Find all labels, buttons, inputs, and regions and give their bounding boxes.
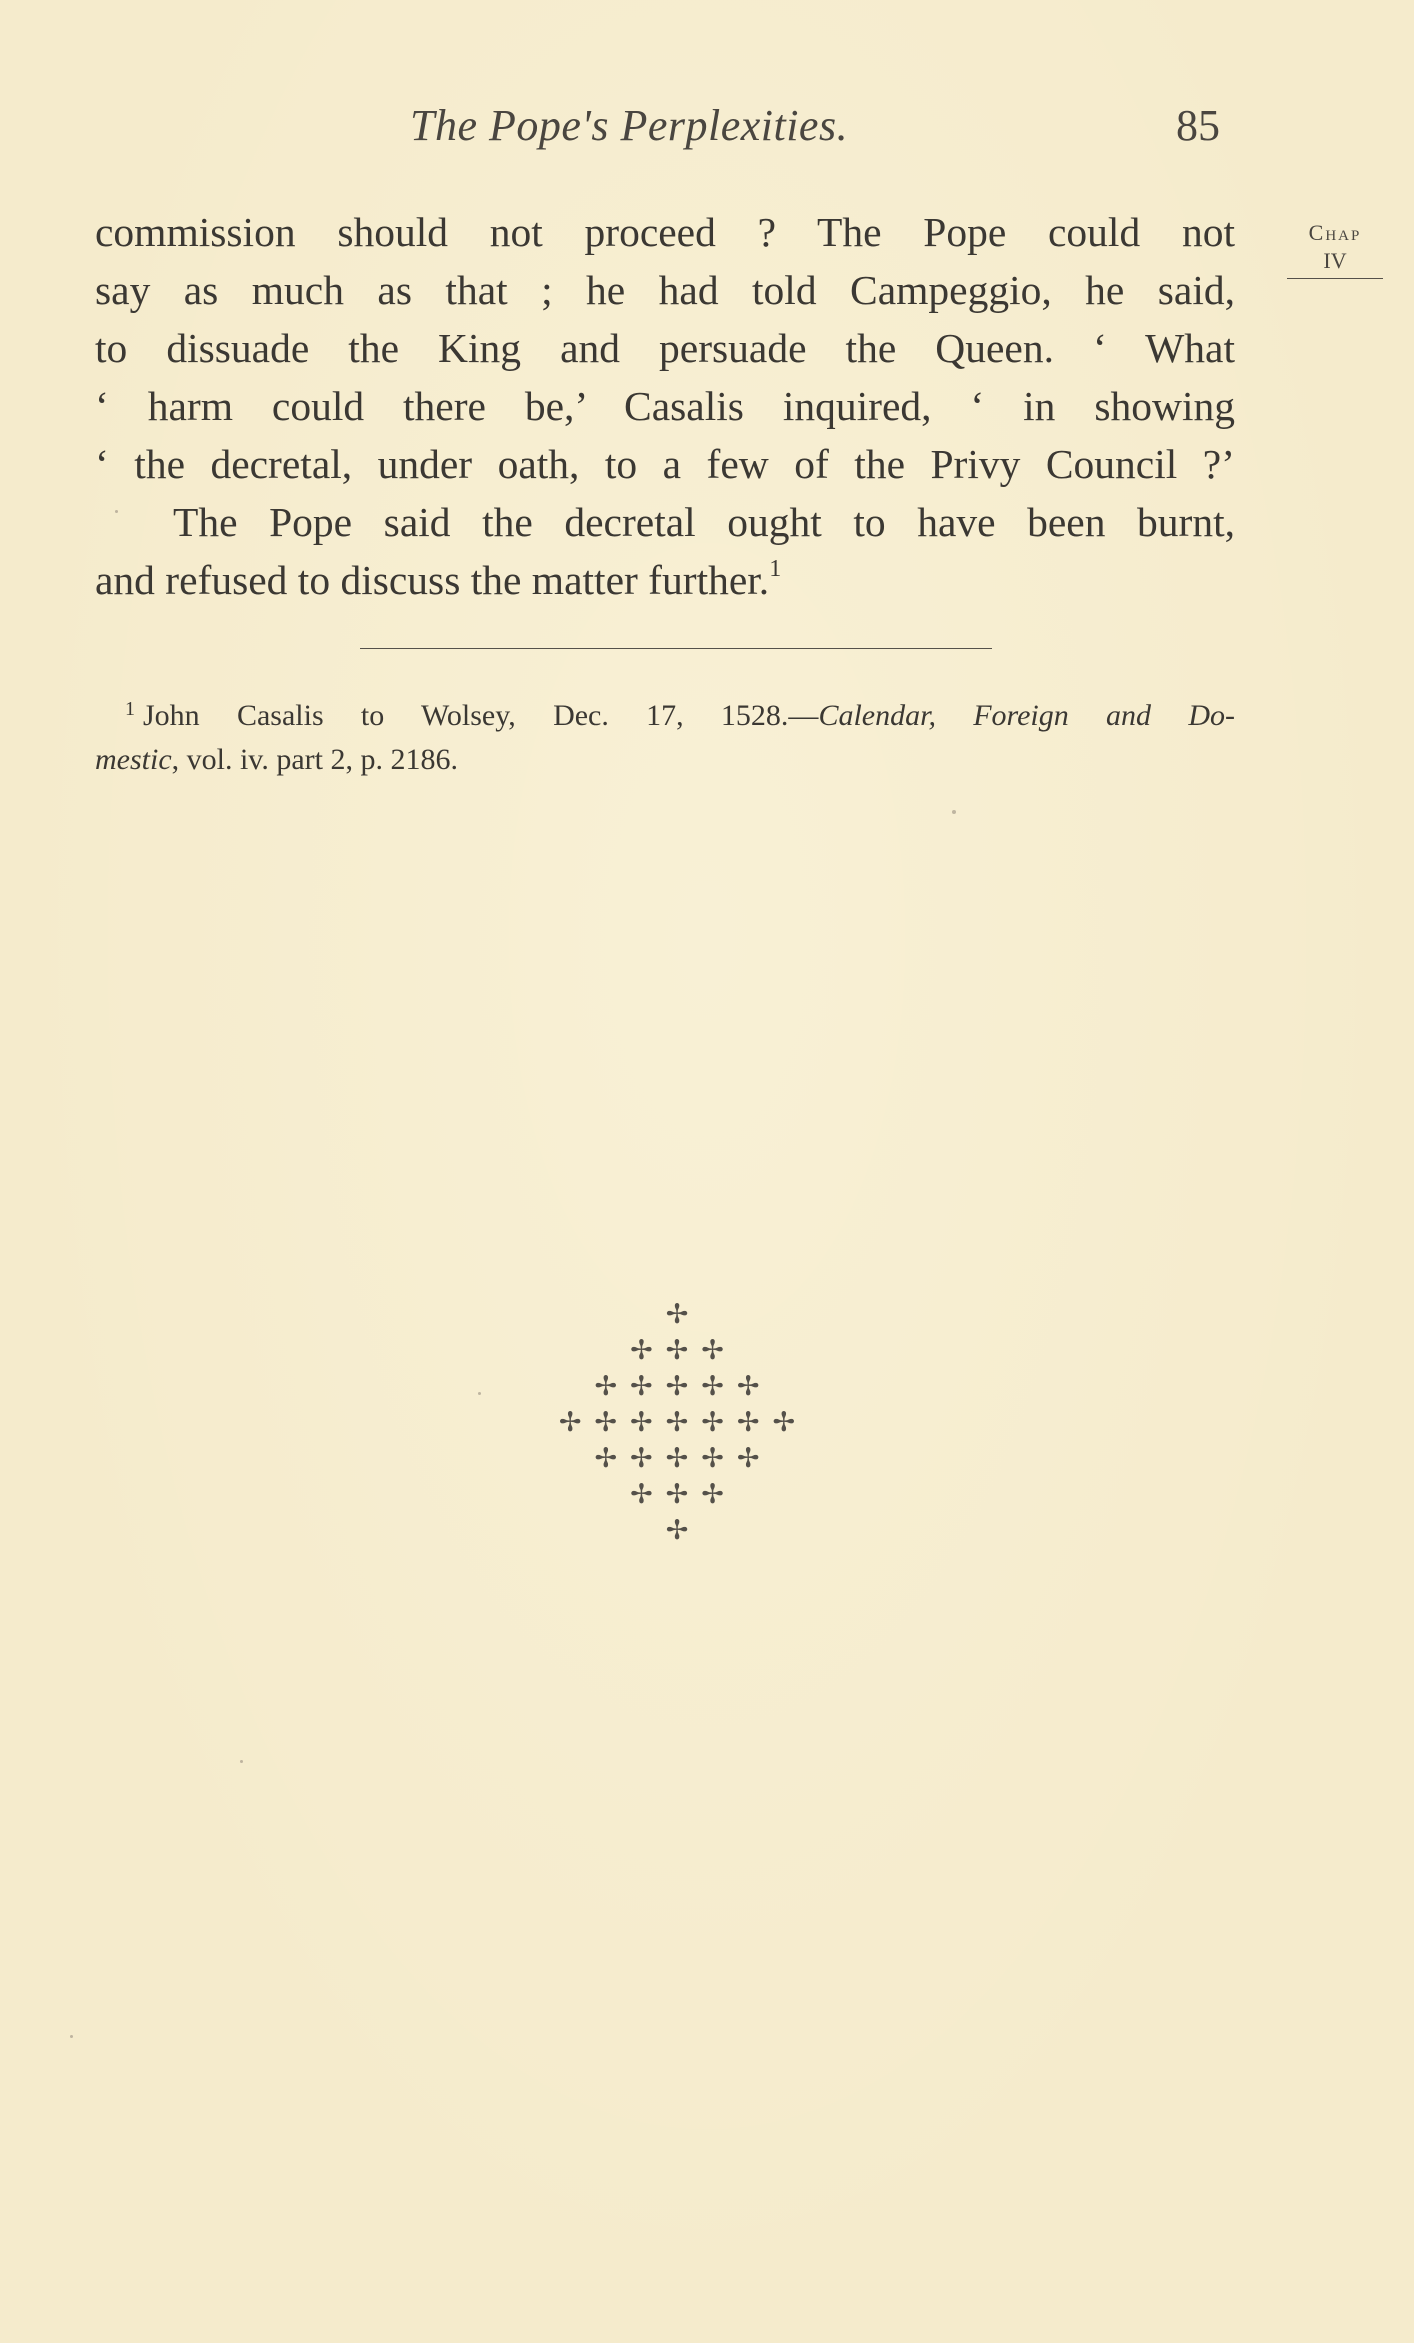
footnote-separator	[360, 648, 992, 649]
footnote-reference: 1	[769, 556, 782, 582]
ornament-row: ✢✢✢	[630, 1335, 737, 1365]
body-line: ‘ the decretal, under oath, to a few of the Privy Council ?’	[95, 441, 1235, 487]
paper-speck	[478, 1392, 481, 1395]
running-title: The Pope's Perplexities.	[410, 101, 849, 150]
body-line: to dissuade the King and persuade the Queen. ‘ What	[95, 325, 1235, 371]
paper-speck	[115, 510, 118, 513]
body-text	[95, 203, 1235, 609]
chapter-number: IV	[1323, 248, 1347, 273]
ornament-row: ✢✢✢	[630, 1479, 737, 1509]
running-head	[0, 100, 1414, 160]
ornament-row: ✢✢✢✢✢	[594, 1443, 773, 1473]
footnote-mark: 1	[125, 698, 135, 720]
body-line: and refused to discuss the matter further.$^1$	[95, 556, 782, 603]
paper-speck	[240, 1760, 243, 1763]
body-line: The Pope said the decretal ought to have been burnt,	[173, 499, 1235, 545]
ornament-row: ✢✢✢✢✢✢✢	[558, 1407, 809, 1437]
footnote	[95, 694, 1235, 782]
cross-ornament	[507, 1296, 847, 1548]
chapter-margin-note	[1285, 220, 1385, 279]
paper-speck	[952, 810, 956, 814]
page-number: 85	[1176, 101, 1220, 150]
footnote-line: $^1$ John Casalis to Wolsey, Dec. 17, 1528.—Calendar, Foreign and Do-	[125, 698, 1235, 732]
ornament-row: ✢	[665, 1515, 702, 1545]
footnote-line: mestic, vol. iv. part 2, p. 2186.	[95, 743, 459, 776]
body-line: say as much as that ; he had told Campeggio, he said,	[95, 267, 1235, 313]
paper-speck	[70, 2035, 73, 2038]
body-line: ‘ harm could there be,’ Casalis inquired, ‘ in showing	[95, 383, 1235, 429]
ornament-row: ✢	[665, 1299, 702, 1329]
body-line: commission should not proceed ? The Pope could not	[95, 209, 1235, 255]
chapter-label: Chap	[1308, 220, 1362, 245]
ornament-row: ✢✢✢✢✢	[594, 1371, 773, 1401]
chapter-rule	[1287, 278, 1383, 279]
